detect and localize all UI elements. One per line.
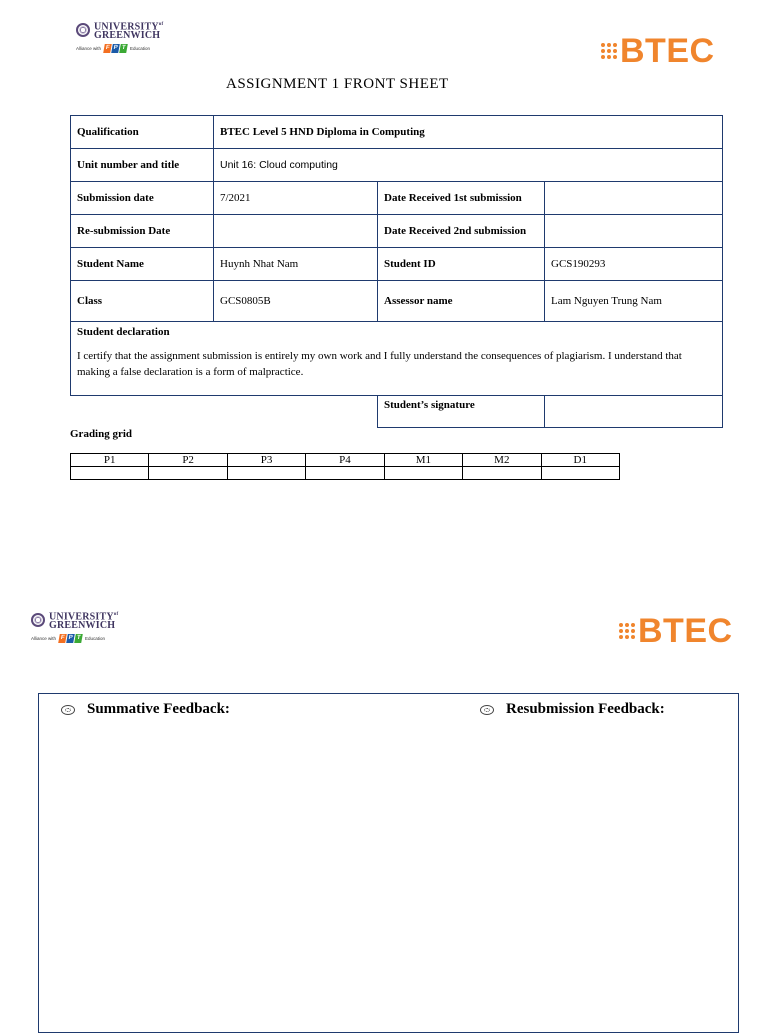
grading-grid-header-row [71,454,620,467]
btec-logo: BTEC [601,34,715,68]
resubmission-feedback-label: Resubmission Feedback: [506,701,665,717]
unit-label: Unit number and title [71,149,214,182]
resubmission-date-label: Re-submission Date [71,215,214,248]
front-sheet-table [70,115,723,428]
unit-value: Unit 16: Cloud computing [214,149,723,182]
class-row [71,281,723,322]
grade-cell-p1[interactable] [71,467,149,480]
declaration-text: I certify that the assignment submission is entirely my own work and I fully understand the consequences of plagiarism. I understand that making a false declaration is a form of malpractice. [77,350,682,378]
grade-cell-p2[interactable] [149,467,227,480]
resubmission-row [71,215,723,248]
logo-university-text: UNIVERSITY [94,21,159,33]
university-of-greenwich-logo-page2: $UNIVERSITY^{of}$ GREENWICH Alliance with F P T Education [31,611,119,642]
assessor-label: Assessor name [378,281,545,322]
grade-header-p1: P1 [71,454,149,467]
unit-row [71,149,723,182]
submission-row [71,182,723,215]
grade-cell-m1[interactable] [384,467,462,480]
btec-dots-icon [619,623,635,639]
student-id-label: Student ID [378,248,545,281]
grade-cell-d1[interactable] [541,467,619,480]
grade-header-p2: P2 [149,454,227,467]
signature-label: Student’s signature [378,396,545,428]
gear-bullet-icon [61,705,75,715]
resubmission-feedback-heading [480,701,665,718]
alliance-fpt: Alliance with F P T Education [31,635,106,642]
btec-logo-page2: BTEC [619,614,733,648]
qualification-label: Qualification [71,116,214,149]
date-received-1-label: Date Received 1st submission [378,182,545,215]
summative-feedback-heading [61,701,230,718]
logo-greenwich-text: GREENWICH [94,30,161,42]
fpt-logo-icon: F P T [104,44,127,53]
student-name-value: Huynh Nhat Nam [214,248,378,281]
class-label: Class [71,281,214,322]
feedback-box [38,693,739,1033]
student-name-label: Student Name [71,248,214,281]
grade-header-p3: P3 [227,454,305,467]
grading-grid-label: Grading grid [70,428,133,440]
grading-grid-value-row [71,467,620,480]
grade-header-m1: M1 [384,454,462,467]
signature-field[interactable] [545,396,723,428]
logo-greenwich-text: GREENWICH [49,620,116,632]
assessor-value: Lam Nguyen Trung Nam [545,281,723,322]
declaration-label: Student declaration [77,326,170,338]
university-crest-icon [76,23,90,37]
university-crest-icon [31,613,45,627]
student-row [71,248,723,281]
qualification-value: BTEC Level 5 HND Diploma in Computing [214,116,723,149]
grading-grid-table [70,453,620,480]
submission-date-label: Submission date [71,182,214,215]
declaration-row [71,322,723,396]
date-received-2-value [545,215,723,248]
student-declaration [71,322,723,396]
grade-cell-m2[interactable] [463,467,541,480]
page-title: ASSIGNMENT 1 FRONT SHEET [226,76,449,92]
date-received-2-label: Date Received 2nd submission [378,215,545,248]
grade-cell-p3[interactable] [227,467,305,480]
date-received-1-value [545,182,723,215]
submission-date-value: 7/2021 [214,182,378,215]
gear-bullet-icon [480,705,494,715]
signature-row [71,396,723,428]
summative-feedback-label: Summative Feedback: [87,701,230,717]
logo-university-text: UNIVERSITY [49,611,114,623]
grade-header-p4: P4 [306,454,384,467]
btec-dots-icon [601,43,617,59]
grade-header-m2: M2 [463,454,541,467]
student-id-value: GCS190293 [545,248,723,281]
fpt-logo-icon: F P T [59,634,82,643]
university-of-greenwich-logo: $UNIVERSITY^{of}$ GREENWICH Alliance with F P T Education [76,21,164,52]
grade-header-d1: D1 [541,454,619,467]
grade-cell-p4[interactable] [306,467,384,480]
alliance-fpt: Alliance with F P T Education [76,45,151,52]
class-value: GCS0805B [214,281,378,322]
resubmission-date-value [214,215,378,248]
qualification-row [71,116,723,149]
